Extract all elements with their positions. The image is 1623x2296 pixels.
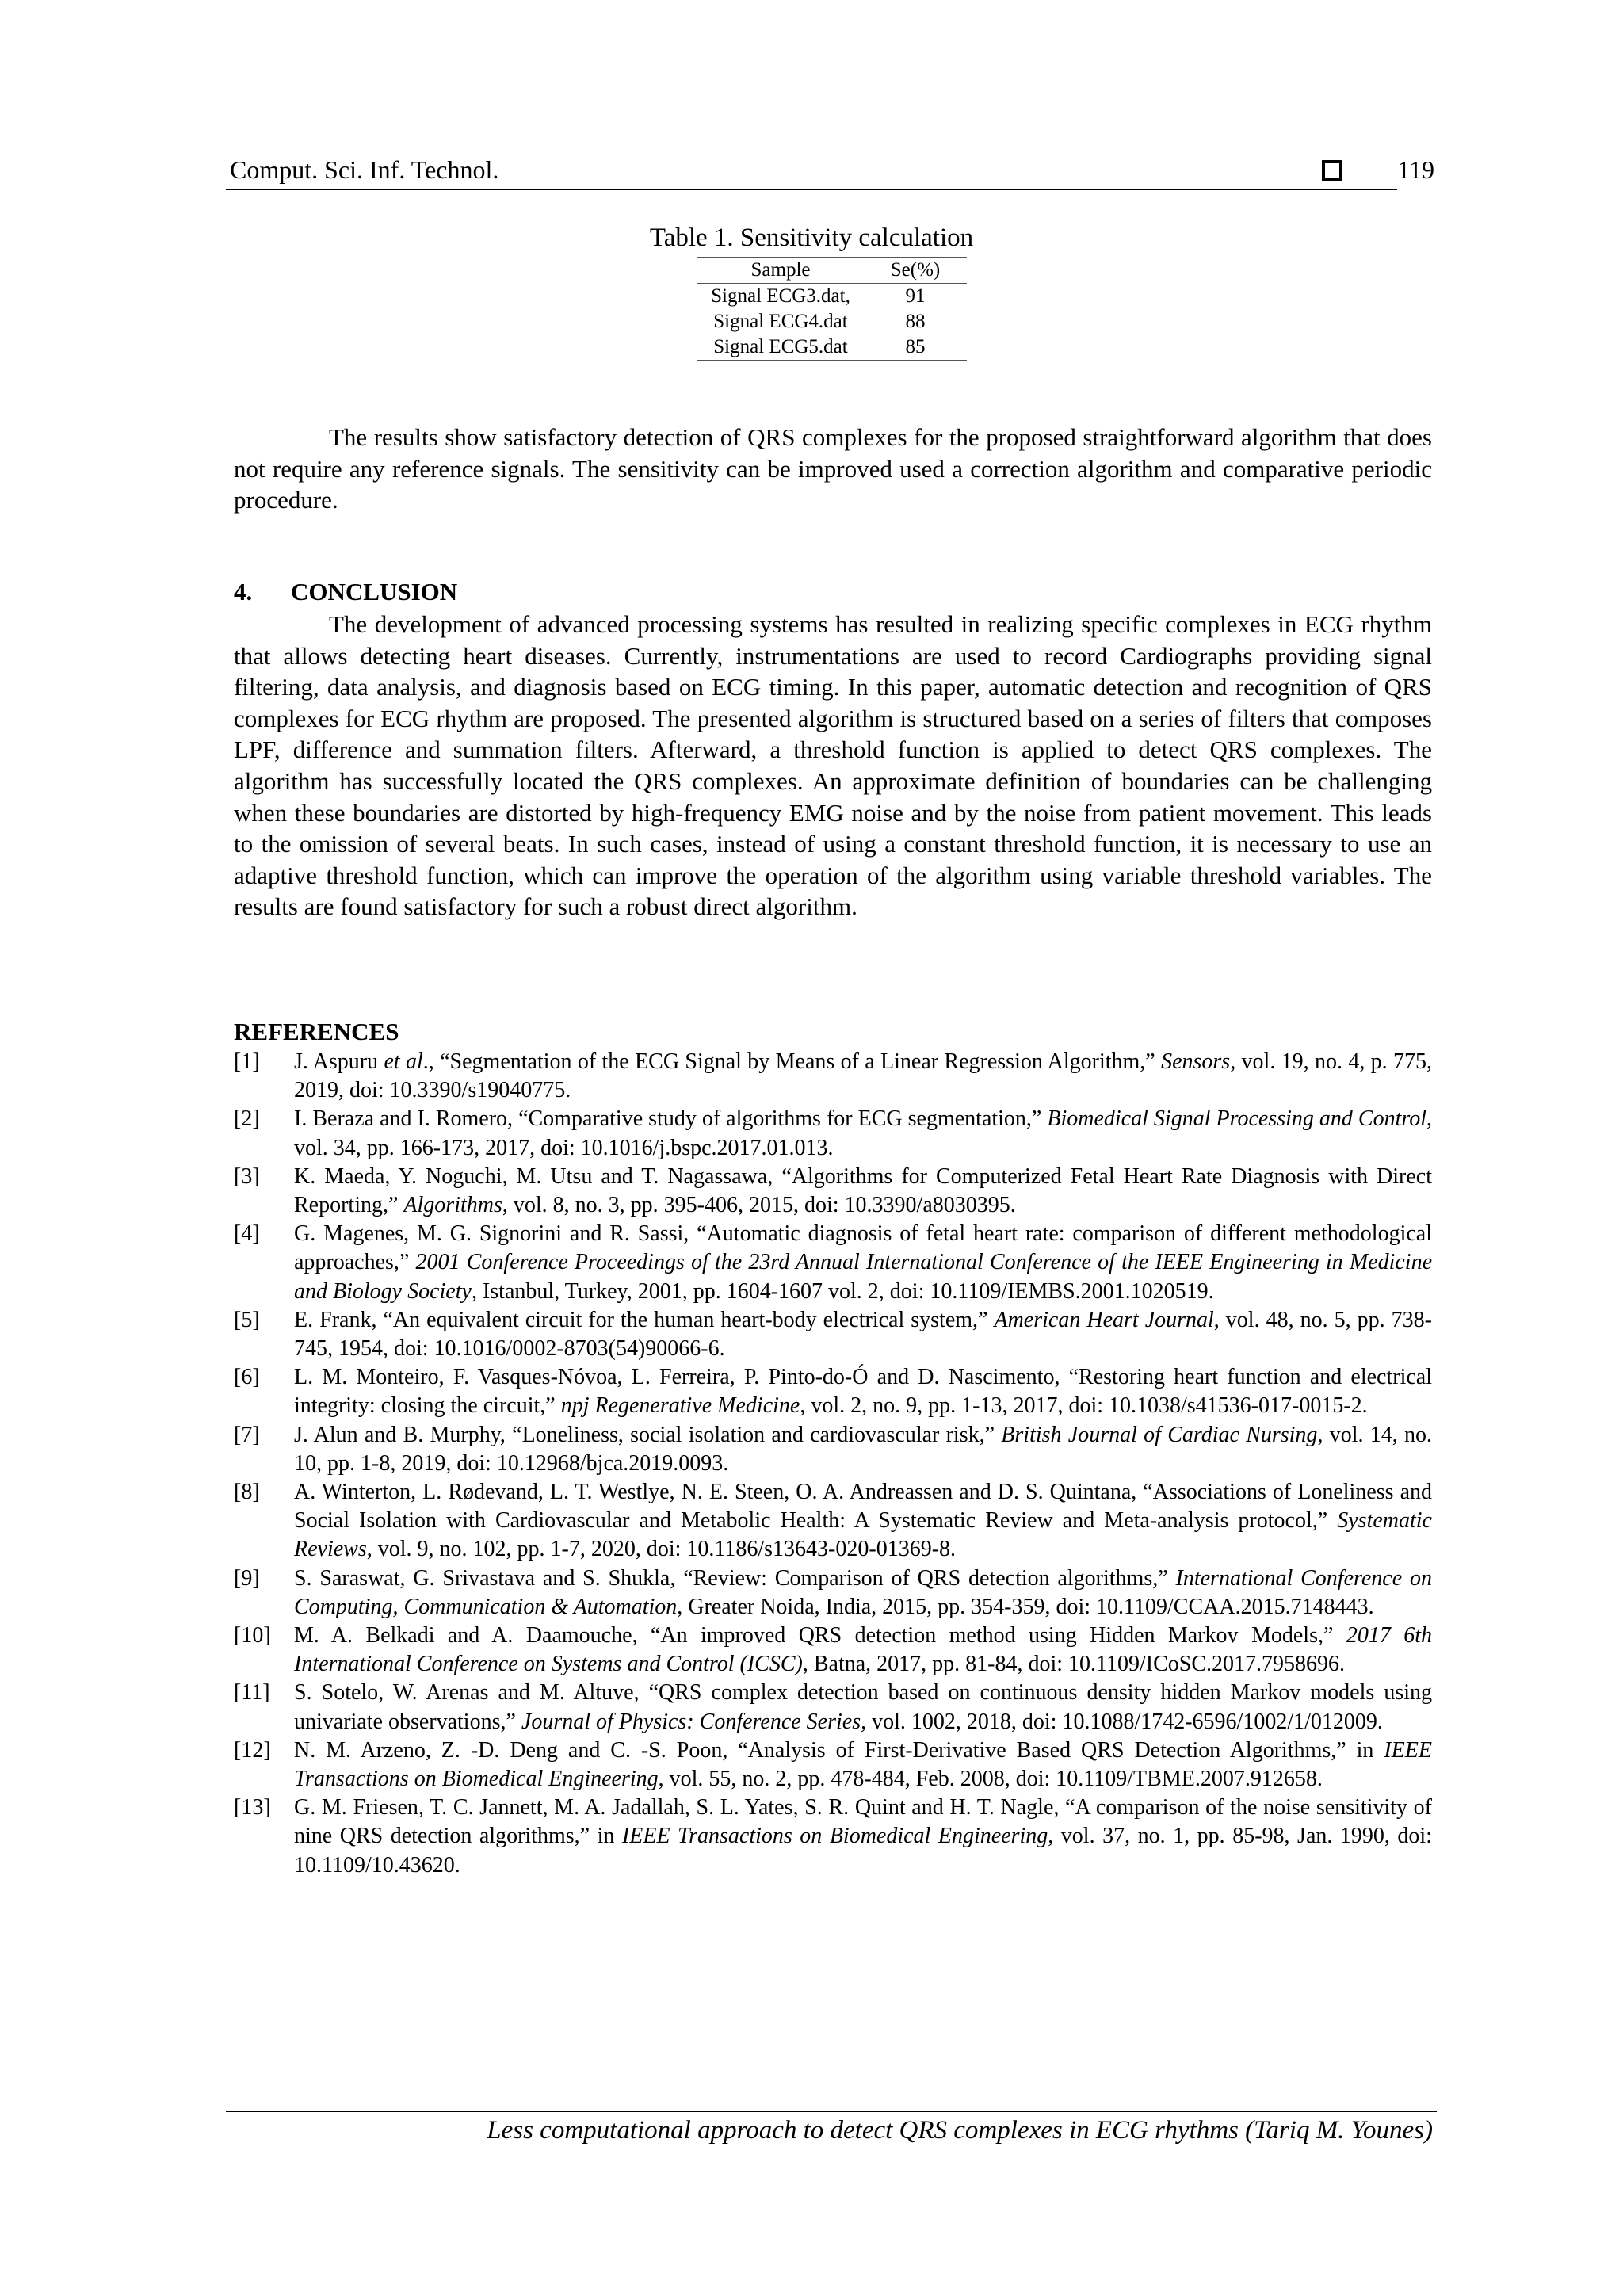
reference-italic: Biomedical Signal Processing and Control	[1047, 1106, 1426, 1132]
column-header: Se(%)	[864, 258, 967, 284]
reference-item	[234, 1306, 1432, 1363]
table-cell: 91	[905, 285, 926, 307]
reference-text	[294, 1105, 1432, 1162]
reference-text	[294, 1478, 1432, 1564]
reference-italic: npj Regenerative Medicine	[560, 1393, 800, 1419]
reference-text	[294, 1220, 1432, 1306]
journal-name: Comput. Sci. Inf. Technol.	[230, 155, 499, 184]
reference-item	[234, 1421, 1432, 1478]
reference-segment: , vol. 2, no. 9, pp. 1-13, 2017, doi: 10.1038/s41536-017-0015-2.	[800, 1393, 1368, 1419]
reference-number: [9]	[234, 1565, 260, 1591]
reference-segment: G. Magenes, M. G. Signorini and R. Sassi, “Automatic diagnosis of fetal heart rate: comparison of different methodological approaches,”	[294, 1221, 1432, 1275]
reference-italic: International Conference on Computing, Communication & Automation	[294, 1565, 1432, 1619]
reference-item	[234, 1622, 1432, 1679]
reference-item	[234, 1220, 1432, 1306]
reference-text	[294, 1679, 1432, 1736]
column-header: Sample	[697, 258, 864, 284]
reference-segment: L. M. Monteiro, F. Vasques-Nóvoa, L. Ferreira, P. Pinto-do-Ó and D. Nascimento, “Restoring heart function and electrical integrity: closing the circuit,”	[294, 1365, 1432, 1419]
reference-item	[234, 1163, 1432, 1220]
results-paragraph: The results show satisfactory detection of QRS complexes for the proposed straightforward algorithm that does not require any reference signals. The sensitivity can be improved used a correction algorithm and comparative periodic procedure.	[234, 423, 1432, 514]
reference-number: [3]	[234, 1163, 260, 1189]
reference-segment: J. Aspuru	[294, 1049, 384, 1074]
references-heading: REFERENCES	[234, 1018, 399, 1045]
reference-text	[294, 1622, 1432, 1679]
reference-italic: et al	[384, 1049, 423, 1074]
square-box-icon	[1322, 160, 1342, 181]
table-row	[697, 309, 967, 334]
footer-rule	[226, 2111, 1437, 2112]
reference-text	[294, 1421, 1432, 1478]
reference-italic: 2017 6th International Conference on Systems and Control (ICSC)	[294, 1623, 1432, 1677]
reference-number: [6]	[234, 1365, 260, 1390]
reference-segment: , vol. 55, no. 2, pp. 478-484, Feb. 2008, doi: 10.1109/TBME.2007.912658.	[658, 1767, 1323, 1792]
reference-italic: American Heart Journal	[994, 1307, 1214, 1332]
reference-number: [12]	[234, 1737, 271, 1763]
reference-item	[234, 1564, 1432, 1622]
reference-number: [1]	[234, 1049, 260, 1074]
reference-segment: vol. 1002, 2018, doi: 10.1088/1742-6596/1002/1/012009.	[866, 1709, 1383, 1734]
header-rule	[226, 189, 1397, 190]
reference-italic: IEEE Transactions on Biomedical Engineering	[294, 1737, 1432, 1792]
reference-text	[294, 1306, 1432, 1363]
reference-segment: , vol. 14, no. 10, pp. 1-8, 2019, doi: 10.12968/bjca.2019.0093.	[294, 1422, 1432, 1476]
reference-item	[234, 1363, 1432, 1420]
table-row	[697, 284, 967, 310]
reference-number: [4]	[234, 1221, 260, 1247]
reference-italic: Algorithms	[403, 1193, 502, 1218]
table-cell: 88	[905, 311, 926, 332]
reference-segment: , vol. 9, no. 102, pp. 1-7, 2020, doi: 10.1186/s13643-020-01369-8.	[366, 1537, 957, 1562]
running-title: Less computational approach to detect QRS complexes in ECG rhythms (Tariq M. Younes)	[487, 2116, 1433, 2145]
reference-segment: ., “Segmentation of the ECG Signal by Means of a Linear Regression Algorithm,”	[422, 1049, 1162, 1074]
reference-segment: , vol. 34, pp. 166-173, 2017, doi: 10.1016/j.bspc.2017.01.013.	[294, 1106, 1432, 1160]
reference-segment: , vol. 37, no. 1, pp. 85-98, Jan. 1990, doi: 10.1109/10.43620.	[294, 1824, 1432, 1878]
reference-text	[294, 1048, 1432, 1105]
table-header-row	[697, 258, 967, 284]
reference-segment: A. Winterton, L. Rødevand, L. T. Westlye, N. E. Steen, O. A. Andreassen and D. S. Quintana, “Associations of Loneliness and Social Isolation with Cardiovascular and Metabolic Health: A Systematic Review and Meta-analysis protocol,”	[294, 1480, 1432, 1534]
reference-text	[294, 1363, 1432, 1420]
reference-italic: 2001 Conference Proceedings of the 23rd Annual International Conference of the IEEE Engineering in Medicine and Biology Society	[294, 1250, 1433, 1304]
table-caption: Table 1. Sensitivity calculation	[649, 223, 974, 252]
reference-item	[234, 1679, 1432, 1736]
reference-number: [13]	[234, 1795, 271, 1820]
reference-italic: Journal of Physics: Conference Series,	[521, 1709, 867, 1734]
reference-segment: , Greater Noida, India, 2015, pp. 354-359, doi: 10.1109/CCAA.2015.7148443.	[677, 1594, 1374, 1619]
reference-segment: , Batna, 2017, pp. 81-84, doi: 10.1109/ICoSC.2017.7958696.	[802, 1652, 1346, 1677]
reference-segment: I. Beraza and I. Romero, “Comparative study of algorithms for ECG segmentation,”	[294, 1106, 1048, 1132]
reference-italic: British Journal of Cardiac Nursing	[1001, 1422, 1318, 1447]
reference-number: [2]	[234, 1106, 260, 1132]
table-cell: Signal ECG4.dat	[713, 311, 848, 332]
reference-item	[234, 1048, 1432, 1105]
reference-segment: S. Saraswat, G. Srivastava and S. Shukla, “Review: Comparison of QRS detection algorithms,”	[294, 1565, 1176, 1591]
table-row	[697, 334, 967, 361]
section-number: 4.	[234, 578, 253, 606]
section-title: CONCLUSION	[291, 578, 458, 606]
reference-segment: G. M. Friesen, T. C. Jannett, M. A. Jadallah, S. L. Yates, S. R. Quint and H. T. Nagle, “A comparison of the noise sensitivity of nine QRS detection algorithms,” in	[294, 1795, 1432, 1849]
table-cell: 85	[864, 334, 967, 361]
references-list	[234, 1048, 1432, 1880]
reference-segment: S. Sotelo, W. Arenas and M. Altuve, “QRS complex detection based on continuous density hidden Markov models using univariate observations,”	[294, 1680, 1432, 1734]
reference-number: [10]	[234, 1623, 271, 1648]
reference-text	[294, 1736, 1432, 1794]
reference-segment: , vol. 19, no. 4, p. 775, 2019, doi: 10.3390/s19040775.	[294, 1049, 1432, 1103]
reference-segment: , vol. 8, no. 3, pp. 395-406, 2015, doi: 10.3390/a8030395.	[502, 1193, 1016, 1218]
reference-segment: M. A. Belkadi and A. Daamouche, “An improved QRS detection method using Hidden Markov Models,”	[294, 1623, 1346, 1648]
table-cell: Signal ECG5.dat	[697, 334, 864, 361]
reference-item	[234, 1736, 1432, 1794]
reference-number: [11]	[234, 1680, 270, 1706]
reference-segment: , Istanbul, Turkey, 2001, pp. 1604-1607 vol. 2, doi: 10.1109/IEMBS.2001.1020519.	[471, 1278, 1214, 1304]
conclusion-paragraph: The development of advanced processing systems has resulted in realizing specific complexes in ECG rhythm that allows detecting heart diseases. Currently, instrumentations are used to record Cardiographs providing signal filtering, data analysis, and diagnosis based on ECG timing. In this paper, automatic detection and recognition of QRS complexes for ECG rhythm are proposed. The presented algorithm is structured based on a series of filters that composes LPF, difference and summation filters. Afterward, a threshold function is applied to detect QRS complexes. The algorithm has successfully located the QRS complexes. An approximate definition of boundaries can be challenging when these boundaries are distorted by high-frequency EMG noise and by the noise from patient movement. This leads to the omission of several beats. In such cases, instead of using a constant threshold function, it is necessary to use an adaptive threshold function, which can improve the operation of the algorithm using variable threshold variables. The results are found satisfactory for such a robust direct algorithm.	[234, 610, 1432, 921]
page-number: 119	[1397, 155, 1434, 184]
reference-number: [7]	[234, 1422, 260, 1447]
conclusion-heading	[234, 578, 457, 606]
table-cell: Signal ECG3.dat,	[711, 285, 850, 307]
reference-segment: N. M. Arzeno, Z. -D. Deng and C. -S. Poon, “Analysis of First-Derivative Based QRS Detection Algorithms,” in	[294, 1737, 1384, 1763]
reference-text	[294, 1794, 1432, 1880]
reference-text	[294, 1564, 1432, 1622]
reference-text	[294, 1163, 1432, 1220]
reference-item	[234, 1105, 1432, 1162]
reference-segment: K. Maeda, Y. Noguchi, M. Utsu and T. Nagassawa, “Algorithms for Computerized Fetal Heart Rate Diagnosis with Direct Reporting,”	[294, 1163, 1432, 1218]
reference-number: [8]	[234, 1480, 260, 1505]
reference-segment: J. Alun and B. Murphy, “Loneliness, social isolation and cardiovascular risk,”	[294, 1422, 1002, 1447]
reference-segment: E. Frank, “An equivalent circuit for the human heart-body electrical system,”	[294, 1307, 995, 1332]
reference-italic: Systematic Reviews	[294, 1508, 1432, 1562]
reference-number: [5]	[234, 1307, 260, 1332]
reference-item	[234, 1794, 1432, 1880]
reference-italic: IEEE Transactions on Biomedical Engineering	[621, 1824, 1048, 1849]
reference-item	[234, 1478, 1432, 1564]
reference-italic: Sensors	[1161, 1049, 1231, 1074]
sensitivity-table	[697, 257, 967, 361]
page-header	[230, 155, 1434, 187]
reference-segment: , vol. 48, no. 5, pp. 738-745, 1954, doi: 10.1016/0002-8703(54)90066-6.	[294, 1307, 1432, 1362]
